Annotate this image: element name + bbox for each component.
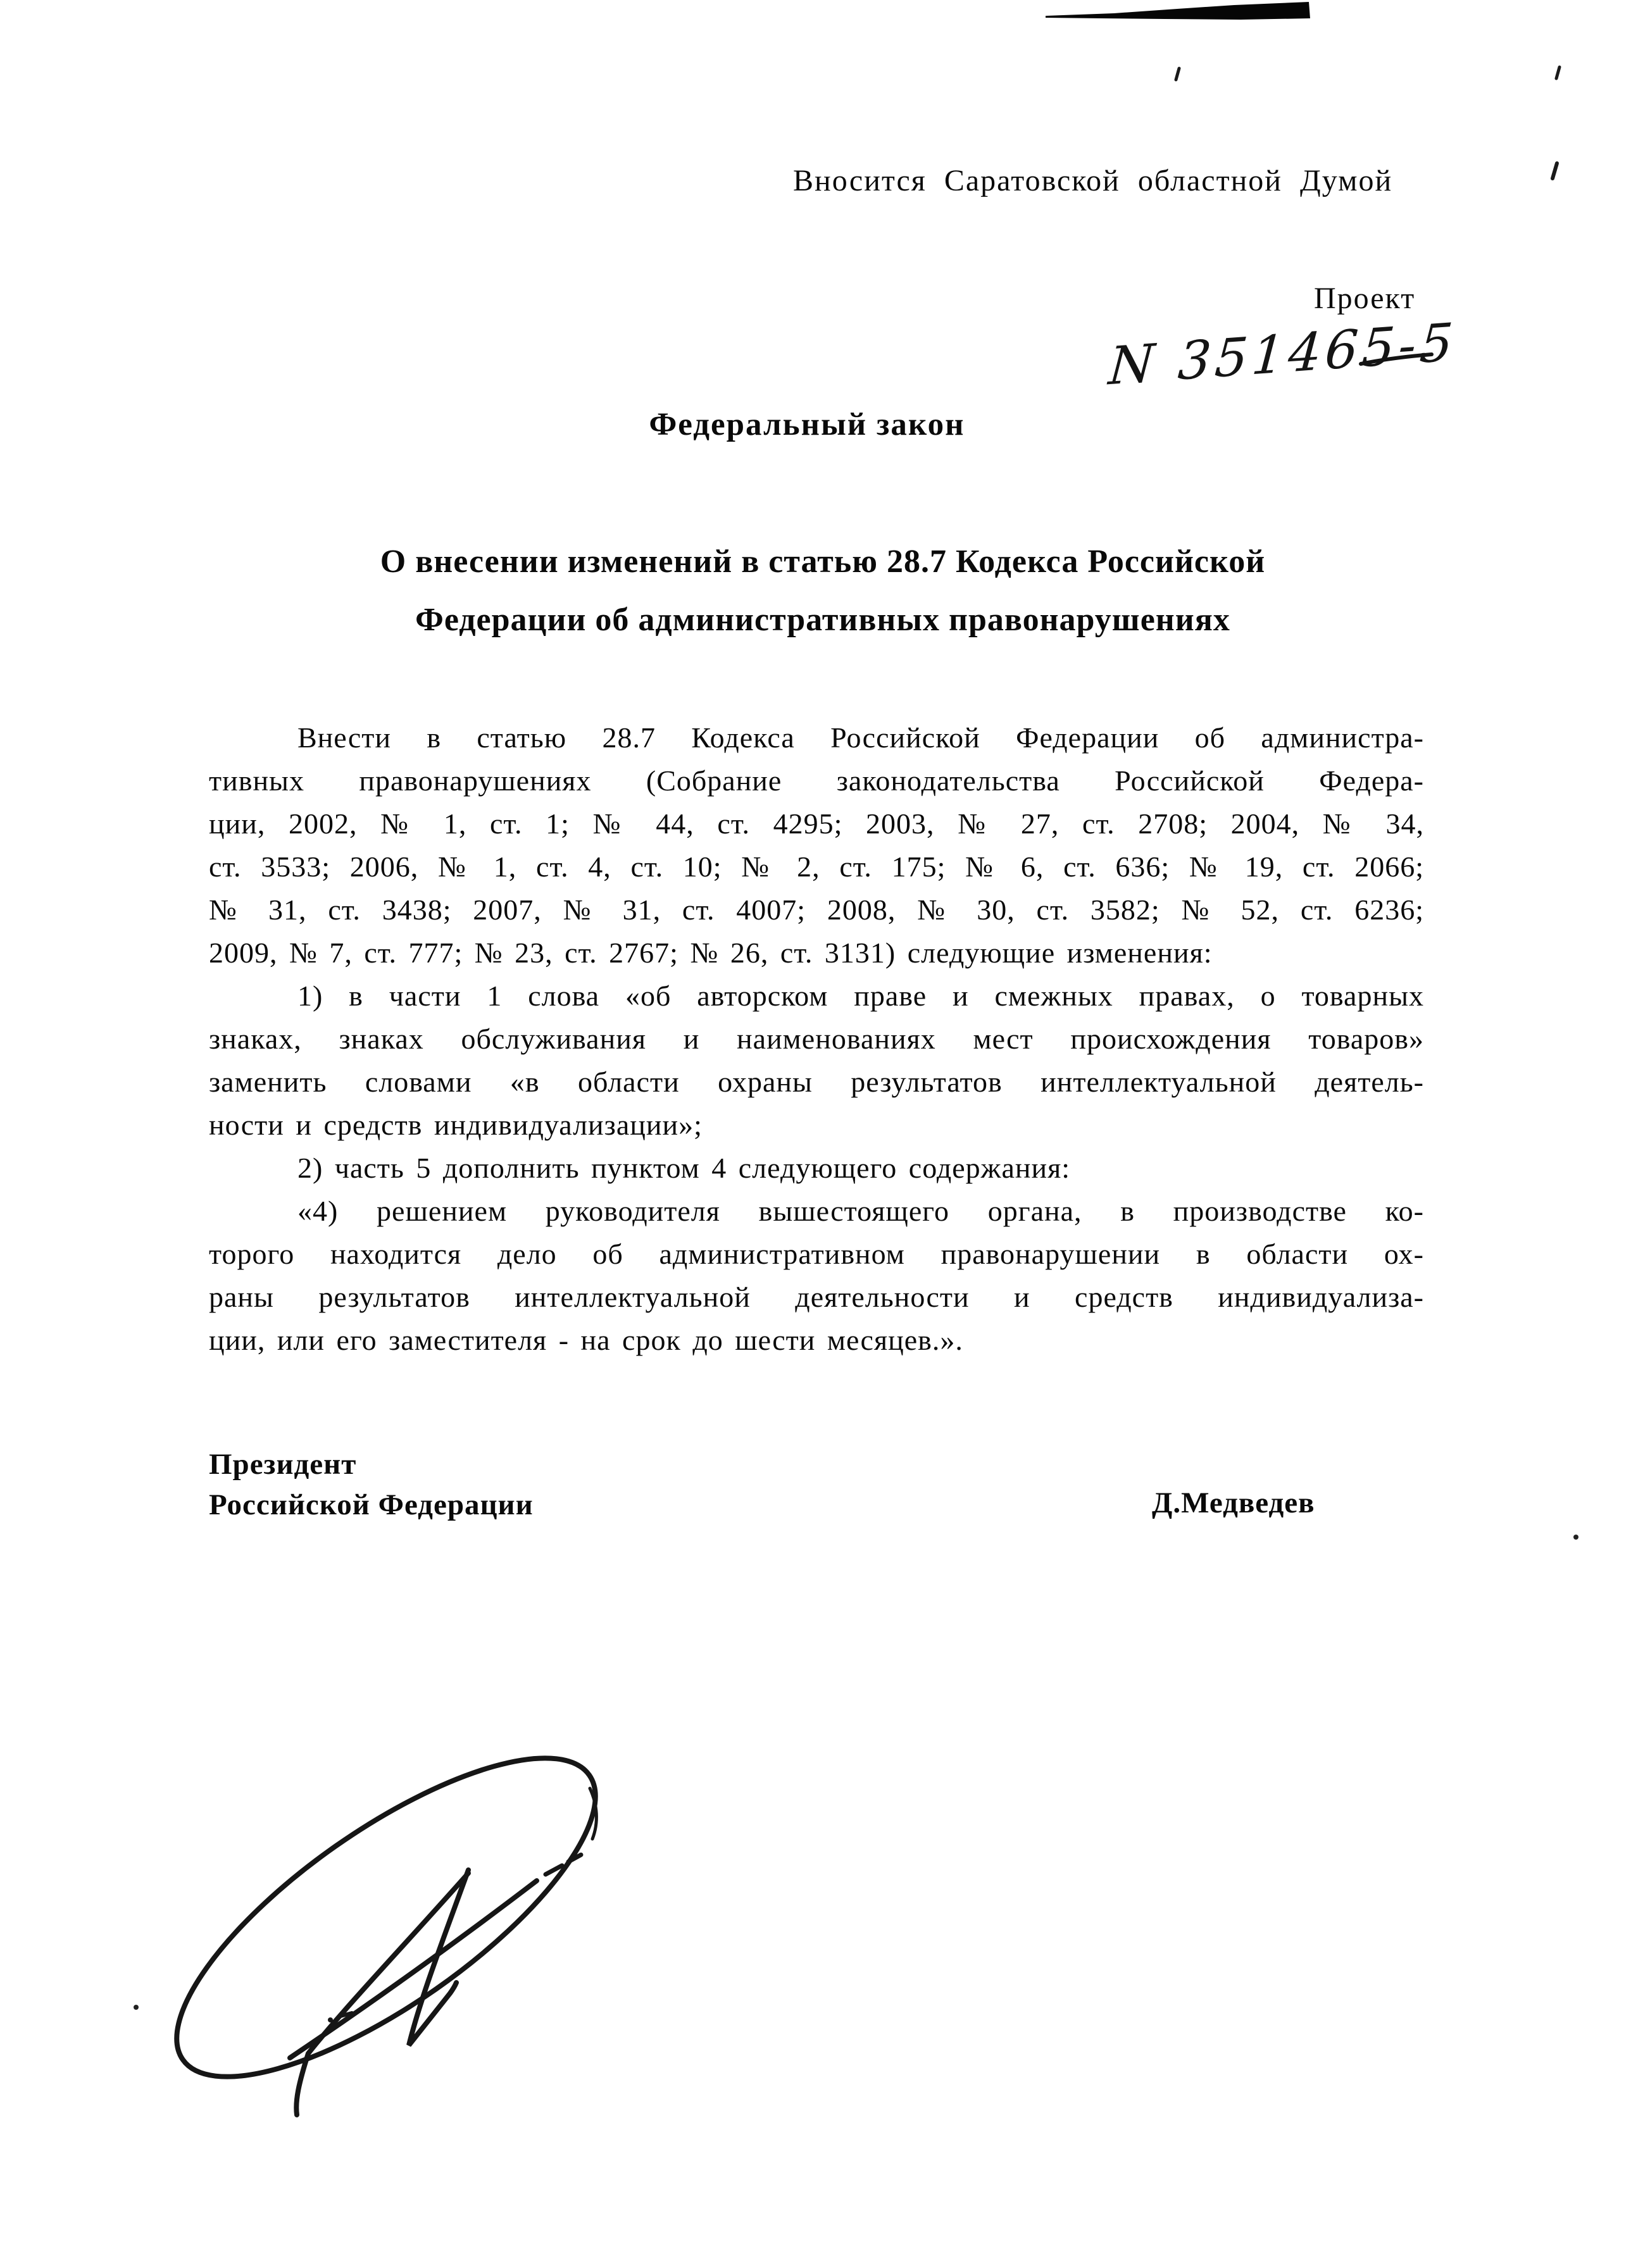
signoff-office-line2: Российской Федерации (209, 1488, 534, 1521)
body-line: торого находится дело об административном правонарушении в области ох- (209, 1238, 1424, 1270)
document-title-line2: Федерации об административных правонарушениях (415, 602, 1230, 638)
document-title (215, 533, 1430, 649)
body-line: 2) часть 5 дополнить пунктом 4 следующего содержания: (297, 1152, 1071, 1184)
signoff-office-line1: Президент (209, 1448, 357, 1481)
body-line: 1) в части 1 слова «об авторском праве и смежных правах, о товарных (297, 980, 1424, 1012)
body-line: тивных правонарушениях (Собрание законодательства Российской Федера- (209, 764, 1424, 797)
body-line: «4) решением руководителя вышестоящего органа, в производстве ко- (297, 1195, 1424, 1227)
scan-speck (1553, 163, 1557, 178)
body-line: ст. 3533; 2006, № 1, ст. 4, ст. 10; № 2, ст. 175; № 6, ст. 636; № 19, ст. 2066; (209, 850, 1424, 883)
body-line: ции, или его заместителя - на срок до шести месяцев.». (209, 1324, 963, 1356)
project-label: Проект (1314, 282, 1416, 315)
body-line: знаках, знаках обслуживания и наименованиях мест происхождения товаров» (209, 1023, 1424, 1055)
scan-speck (1556, 67, 1559, 78)
body-line: ности и средств индивидуализации»; (209, 1109, 703, 1141)
body-line: заменить словами «в области охраны результатов интеллектуальной деятель- (209, 1066, 1424, 1098)
body-text (209, 716, 1424, 1362)
signer-name: Д.Медведев (1152, 1486, 1315, 1519)
submitted-by-line: Вносится Саратовской областной Думой (793, 164, 1393, 197)
scan-speck (1176, 68, 1179, 80)
body-line: № 31, ст. 3438; 2007, № 31, ст. 4007; 2008, № 30, ст. 3582; № 52, ст. 6236; (209, 894, 1424, 926)
document-title-line1: О внесении изменений в статью 28.7 Кодекса Российской (380, 544, 1266, 580)
body-line: Внести в статью 28.7 Кодекса Российской Федерации об администра- (297, 721, 1424, 754)
scanner-streak-artifact (1046, 2, 1310, 20)
scan-speck (1573, 1535, 1578, 1540)
handwritten-registration-number: N 351465-5 (1106, 312, 1459, 397)
law-type-heading: Федеральный закон (649, 407, 965, 442)
scan-speck (134, 2005, 139, 2010)
body-line: ции, 2002, № 1, ст. 1; № 44, ст. 4295; 2003, № 27, ст. 2708; 2004, № 34, (209, 807, 1424, 840)
body-line: 2009, № 7, ст. 777; № 23, ст. 2767; № 26, ст. 3131) следующие изменения: (209, 937, 1213, 969)
body-line: раны результатов интеллектуальной деятельности и средств индивидуализа- (209, 1281, 1424, 1313)
signoff-office (209, 1444, 534, 1525)
presidential-signature (133, 1704, 640, 2131)
